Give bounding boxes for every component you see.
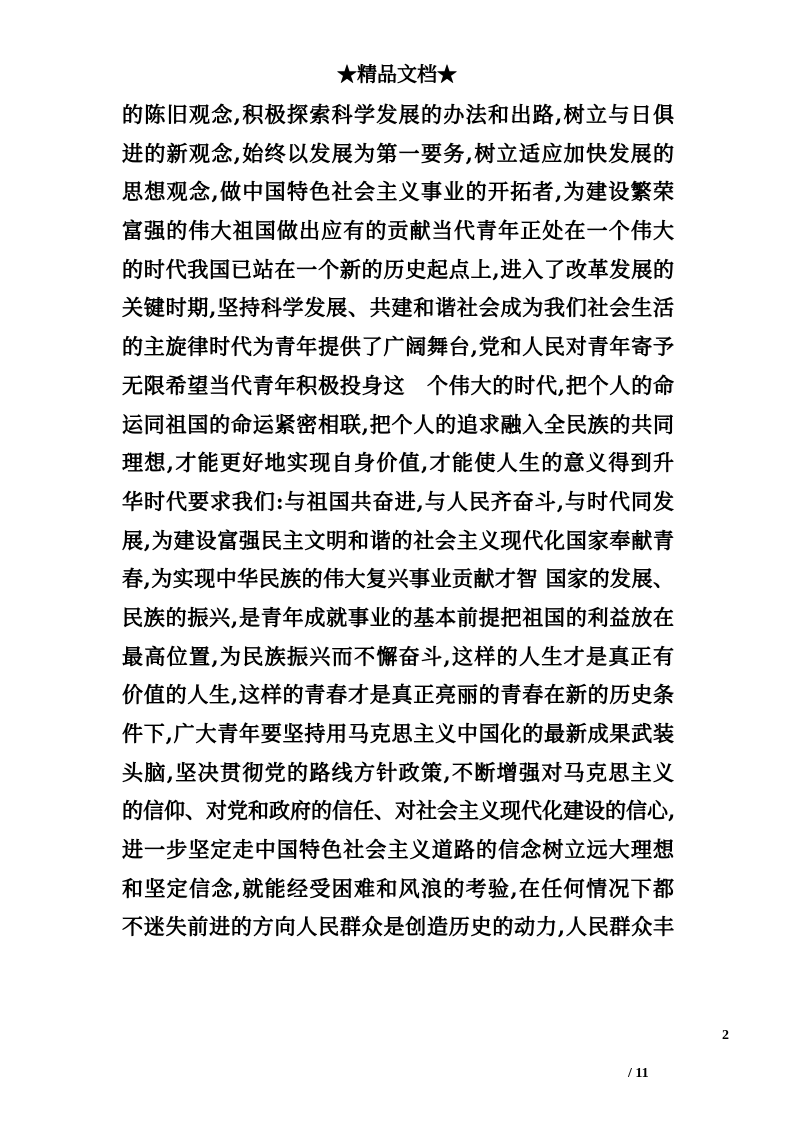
body-line: 件下,广大青年要坚持用马克思主义中国化的最新成果武装 xyxy=(122,721,674,746)
body-line: 进一步坚定走中国特色社会主义道路的信念树立远大理想 xyxy=(122,837,674,863)
body-line: 价值的人生,这样的青春才是真正亮丽的青春在新的历史条 xyxy=(122,682,674,708)
body-line: 的主旋律时代为青年提供了广阔舞台,党和人民对青年寄予 xyxy=(122,334,674,360)
page-number: 2 xyxy=(722,1028,729,1043)
body-line: 运同祖国的命运紧密相联,把个人的追求融入全民族的共同 xyxy=(122,411,674,437)
body-line: 的时代我国已站在一个新的历史起点上,进入了改革发展的 xyxy=(122,256,674,282)
body-line: 最高位置,为民族振兴而不懈奋斗,这样的人生才是真正有 xyxy=(122,643,674,669)
body-line: 春,为实现中华民族的伟大复兴事业贡献才智 国家的发展、 xyxy=(122,566,674,592)
body-line: 的陈旧观念,积极探索科学发展的办法和出路,树立与日俱 xyxy=(122,102,674,127)
body-line: 头脑,坚决贯彻党的路线方针政策,不断增强对马克思主义 xyxy=(122,759,674,785)
body-line: 理想,才能更好地实现自身价值,才能使人生的意义得到升 xyxy=(122,450,674,476)
body-line: 关键时期,坚持科学发展、共建和谐社会成为我们社会生活 xyxy=(122,295,674,321)
body-line: 和坚定信念,就能经受困难和风浪的考验,在任何情况下都 xyxy=(122,875,674,901)
body-line: 思想观念,做中国特色社会主义事业的开拓者,为建设繁荣 xyxy=(122,179,674,205)
body-line: 不迷失前进的方向人民群众是创造历史的动力,人民群众丰 xyxy=(122,914,674,940)
body-line: 进的新观念,始终以发展为第一要务,树立适应加快发展的 xyxy=(122,140,674,166)
body-line: 民族的振兴,是青年成就事业的基本前提把祖国的利益放在 xyxy=(122,604,674,630)
body-line: 展,为建设富强民主文明和谐的社会主义现代化国家奉献青 xyxy=(122,527,674,553)
body-line: 华时代要求我们:与祖国共奋进,与人民齐奋斗,与时代同发 xyxy=(122,488,674,514)
document-header-title: ★精品文档★ xyxy=(337,62,457,86)
document-body xyxy=(122,96,674,947)
body-line: 的信仰、对党和政府的信任、对社会主义现代化建设的信心, xyxy=(122,798,676,824)
body-line: 无限希望当代青年积极投身这 个伟大的时代,把个人的命 xyxy=(122,372,674,398)
body-line: 富强的伟大祖国做出应有的贡献当代青年正处在一个伟大 xyxy=(122,218,674,244)
page-total: / 11 xyxy=(628,1066,649,1081)
